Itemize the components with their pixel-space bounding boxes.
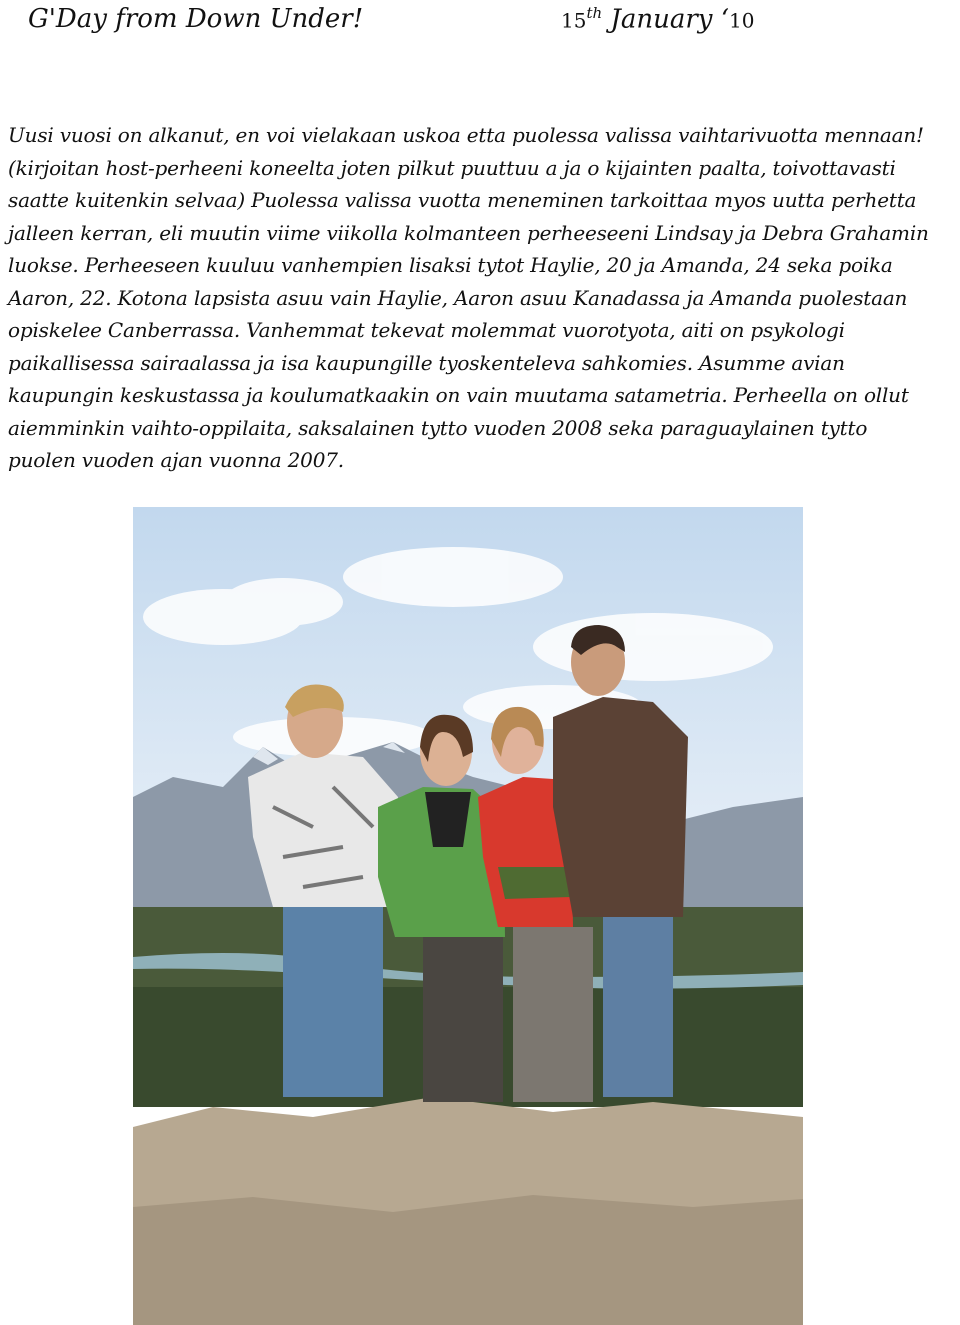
page-header: [8, 4, 948, 48]
body-line: (kirjoitan host-perheeni koneelta joten pilkut puuttuu a ja o kijainten paalta, toivottavasti: [8, 155, 896, 180]
body-line: aiemminkin vaihto-oppilaita, saksalainen tytto vuoden 2008 seka paraguaylainen tytto: [8, 415, 868, 440]
body-line: jalleen kerran, eli muutin viime viikolla kolmanteen perheeseeni Lindsay ja Debra Grahamin: [8, 220, 929, 245]
body-line: saatte kuitenkin selvaa) Puolessa valissa vuotta meneminen tarkoittaa myos uutta perhetta: [8, 188, 917, 212]
date-year: 10: [728, 8, 755, 33]
body-line: paikallisessa sairaalassa ja isa kaupungille tyoskenteleva sahkomies. Asumme avian: [8, 350, 845, 375]
date-month: January ‘: [610, 4, 729, 35]
family-photo-illustration: [133, 507, 803, 1325]
body-line: luokse. Perheeseen kuuluu vanhempien lisaksi tytot Haylie, 20 ja Amanda, 24 seka poika: [8, 253, 893, 277]
date-line: [561, 4, 754, 35]
body-line: opiskelee Canberrassa. Vanhemmat tekevat molemmat vuorotyota, aiti on psykologi: [8, 318, 845, 342]
body-line: puolen vuoden ajan vuonna 2007.: [8, 448, 344, 472]
letter-body: [8, 119, 952, 477]
body-line: Uusi vuosi on alkanut, en voi vielakaan uskoa etta puolessa valissa vaihtarivuotta mennaan!: [8, 123, 924, 147]
greeting-title: G'Day from Down Under!: [28, 4, 364, 34]
date-day: 15: [561, 8, 587, 33]
date-suffix: th: [586, 4, 603, 22]
body-line: Aaron, 22. Kotona lapsista asuu vain Haylie, Aaron asuu Kanadassa ja Amanda puolestaan: [8, 285, 908, 310]
rock-texture: [133, 1195, 803, 1325]
family-photo: [133, 507, 803, 1325]
body-line: kaupungin keskustassa ja koulumatkaakin on vain muutama satametria. Perheella on ollut: [8, 383, 909, 407]
